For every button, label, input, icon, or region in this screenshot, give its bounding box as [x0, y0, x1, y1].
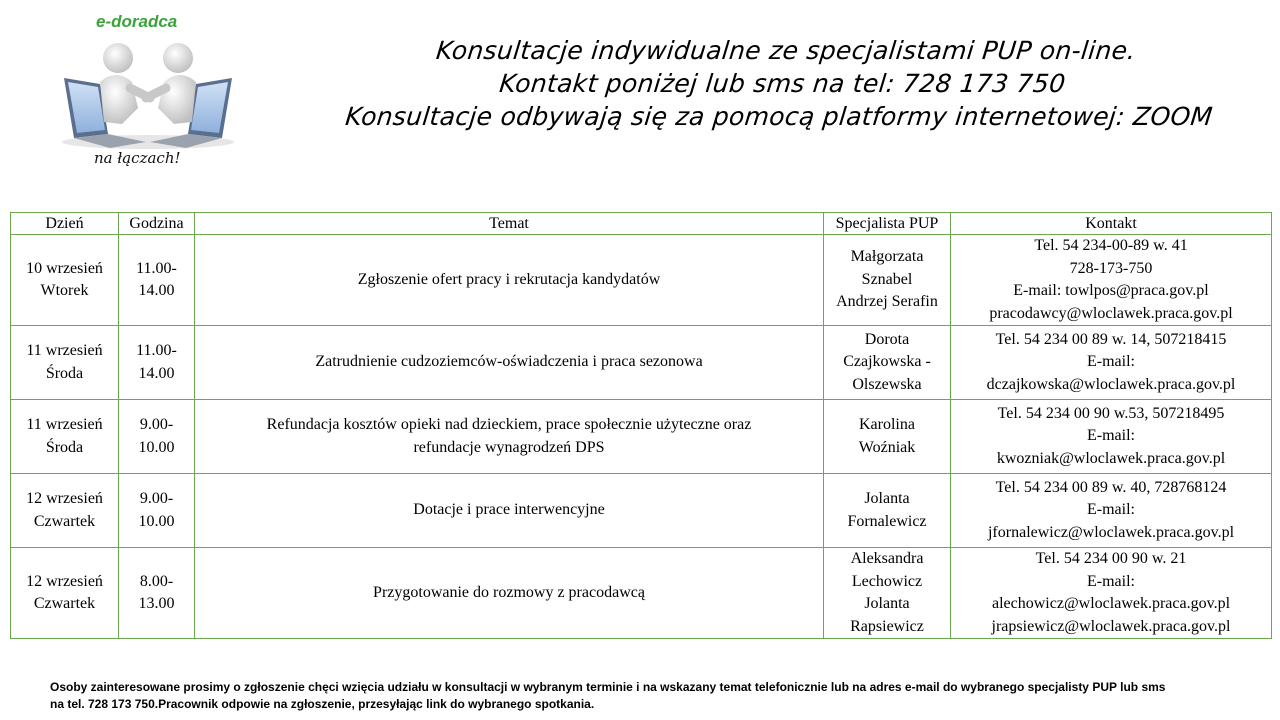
contact-phone: Tel. 54 234 00 89 w. 40, 728768124 — [995, 478, 1227, 496]
specialist-line: Jolanta — [864, 595, 910, 612]
specialist-line: Woźniak — [858, 438, 916, 456]
specialist-line: Sznabel — [861, 270, 913, 288]
time-cell — [119, 400, 195, 474]
day-date: 10 wrzesień — [26, 259, 103, 277]
contact-email: E-mail: towlpos@praca.gov.pl — [1013, 282, 1209, 299]
handshake-laptops-icon — [60, 38, 236, 150]
specialist-line: Jolanta — [864, 490, 910, 507]
contact-phone: Tel. 54 234-00-89 w. 41 — [1034, 237, 1188, 254]
day-cell — [11, 400, 119, 474]
time-start: 11.00- — [136, 259, 177, 277]
e-doradca-logo — [58, 8, 238, 173]
day-date: 12 wrzesień — [26, 572, 103, 590]
specialist-cell — [824, 474, 951, 548]
topic-text: Przygotowanie do rozmowy z pracodawcą — [373, 583, 645, 601]
day-cell — [11, 235, 119, 326]
footer-note — [50, 679, 1265, 713]
topic-cell — [195, 326, 824, 400]
time-cell — [119, 326, 195, 400]
topic-text: Dotacje i prace interwencyjne — [413, 501, 605, 519]
topic-text: Zatrudnienie cudzoziemców-oświadczenia i praca sezonowa — [315, 353, 703, 371]
day-weekday: Środa — [45, 438, 84, 456]
header-line-3: Konsultacje odbywają się za pomocą platformy internetowej: ZOOM — [344, 102, 1215, 131]
logo-tagline: na łączach! — [94, 149, 181, 167]
specialist-cell — [824, 548, 951, 639]
time-end: 14.00 — [138, 282, 175, 299]
footer-line-2: na tel. 728 173 750.Pracownik odpowie na zgłoszenie, przesyłając link do wybranego spotkania. — [50, 697, 595, 711]
header-line-2: Kontakt poniżej lub sms na tel: 728 173 750 — [498, 69, 1067, 98]
time-end: 10.00 — [138, 438, 175, 456]
contact-email: alechowicz@wloclawek.praca.gov.pl — [991, 595, 1231, 612]
time-cell — [119, 548, 195, 639]
contact-email-label: E-mail: — [1087, 501, 1135, 519]
specialist-line: Fornalewicz — [847, 512, 927, 530]
topic-cell — [195, 548, 824, 639]
day-cell — [11, 548, 119, 639]
day-date: 11 wrzesień — [26, 416, 103, 433]
table-header-row — [11, 213, 1272, 235]
header-contact: Kontakt — [951, 213, 1272, 235]
day-weekday: Czwartek — [33, 512, 96, 530]
header-topic: Temat — [195, 213, 824, 235]
contact-email: jrapsiewicz@wloclawek.praca.gov.pl — [991, 617, 1231, 635]
specialist-line: Czajkowska - — [843, 353, 931, 371]
footer-line-1: Osoby zainteresowane prosimy o zgłoszenie chęci wzięcia udziału w konsultacji w wybranym terminie i na wskazany temat telefonicznie lub na adres e-mail do wybranego specjalisty PUP lub sms — [50, 680, 1166, 694]
contact-email: jfornalewicz@wloclawek.praca.gov.pl — [987, 523, 1235, 541]
time-end: 14.00 — [138, 364, 175, 382]
contact-cell — [951, 235, 1272, 326]
contact-email: dczajkowska@wloclawek.praca.gov.pl — [986, 375, 1236, 393]
time-cell — [119, 235, 195, 326]
topic-text: Refundacja kosztów opieki nad dzieckiem, prace społecznie użyteczne oraz — [266, 416, 752, 433]
table-row — [11, 400, 1272, 474]
table-row — [11, 235, 1272, 326]
day-weekday: Środa — [45, 364, 84, 382]
time-cell — [119, 474, 195, 548]
contact-email: kwozniak@wloclawek.praca.gov.pl — [996, 449, 1226, 467]
contact-cell — [951, 326, 1272, 400]
specialist-cell — [824, 235, 951, 326]
topic-text: Zgłoszenie ofert pracy i rekrutacja kandydatów — [357, 270, 661, 288]
time-start: 9.00- — [139, 490, 174, 507]
topic-text: refundacje wynagrodzeń DPS — [413, 438, 605, 456]
day-date: 11 wrzesień — [26, 342, 103, 359]
header-day: Dzień — [11, 213, 119, 235]
header-line-1: Konsultacje indywidualne ze specjalistami PUP on-line. — [434, 36, 1138, 65]
specialist-line: Karolina — [859, 416, 915, 433]
specialist-cell — [824, 326, 951, 400]
specialist-line: Lechowicz — [851, 572, 923, 590]
page-header — [285, 34, 1280, 133]
time-start: 8.00- — [139, 572, 174, 590]
contact-phone: Tel. 54 234 00 90 w.53, 507218495 — [997, 404, 1225, 422]
table-row — [11, 548, 1272, 639]
topic-cell — [195, 235, 824, 326]
contact-cell — [951, 548, 1272, 639]
contact-email-label: E-mail: — [1087, 427, 1135, 445]
contact-cell — [951, 474, 1272, 548]
specialist-line: Dorota — [864, 330, 910, 348]
header-time: Godzina — [119, 213, 195, 235]
table-row — [11, 474, 1272, 548]
specialist-line: Małgorzata — [850, 248, 924, 266]
logo-brand-text: e-doradca — [96, 12, 178, 31]
time-start: 11.00- — [136, 342, 177, 359]
specialist-line: Andrzej Serafin — [836, 293, 938, 311]
specialist-line: Olszewska — [852, 375, 922, 393]
day-weekday: Czwartek — [33, 595, 96, 612]
header-specialist: Specjalista PUP — [824, 213, 951, 235]
day-date: 12 wrzesień — [26, 490, 103, 507]
contact-phone: Tel. 54 234 00 89 w. 14, 507218415 — [995, 330, 1227, 348]
contact-mobile: 728-173-750 — [1069, 259, 1153, 277]
time-end: 10.00 — [138, 512, 175, 530]
contact-email-label: E-mail: — [1087, 572, 1135, 590]
day-weekday: Wtorek — [40, 282, 89, 299]
contact-email-label: E-mail: — [1087, 353, 1135, 371]
time-end: 13.00 — [138, 595, 175, 612]
specialist-line: Rapsiewicz — [850, 617, 924, 635]
specialist-line: Aleksandra — [850, 550, 924, 567]
topic-cell — [195, 400, 824, 474]
topic-cell — [195, 474, 824, 548]
contact-cell — [951, 400, 1272, 474]
contact-email: pracodawcy@wloclawek.praca.gov.pl — [989, 304, 1233, 322]
specialist-cell — [824, 400, 951, 474]
table-row — [11, 326, 1272, 400]
contact-phone: Tel. 54 234 00 90 w. 21 — [1035, 550, 1187, 567]
day-cell — [11, 326, 119, 400]
day-cell — [11, 474, 119, 548]
time-start: 9.00- — [139, 416, 174, 433]
consultation-schedule-table — [10, 212, 1272, 639]
